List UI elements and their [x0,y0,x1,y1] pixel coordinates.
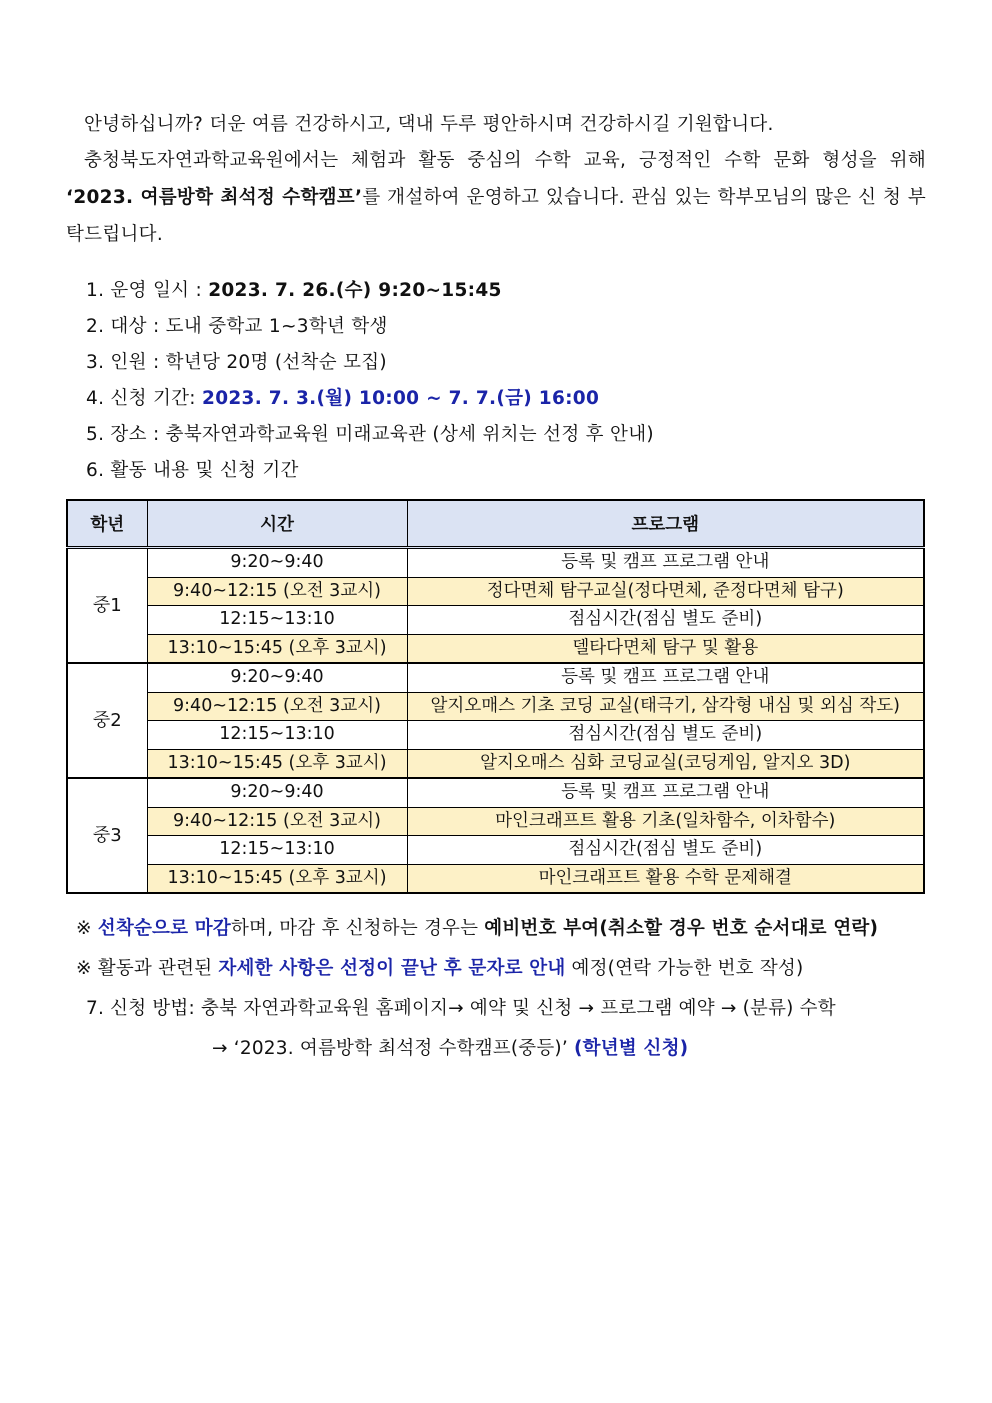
method-by-grade: (학년별 신청) [574,1038,689,1059]
program-cell: 알지오매스 기초 코딩 교실(태극기, 삼각형 내심 및 외심 작도) [407,692,924,721]
time-cell: 13:10~15:45 (오후 3교시) [147,749,407,778]
program-cell: 점심시간(점심 별도 준비) [407,836,924,865]
table-row [67,836,924,865]
program-cell: 점심시간(점심 별도 준비) [407,721,924,750]
header-time: 시간 [147,500,407,548]
table-row [67,548,924,578]
grade-cell: 중2 [67,663,147,778]
time-cell: 13:10~15:45 (오후 3교시) [147,634,407,663]
grade-cell: 중3 [67,778,147,893]
note-1-bold: 예비번호 부여(취소할 경우 번호 순서대로 연락) [484,918,879,939]
item-1-label: 1. 운영 일시 : [86,280,209,301]
item-activity [86,453,299,489]
header-grade: 학년 [67,500,147,548]
time-cell: 9:40~12:15 (오전 3교시) [147,577,407,606]
table-row [67,864,924,893]
intro-text-2: 를 개설하여 운영하고 있습니다. 관심 있는 학부모님의 많은 신 [362,187,877,208]
table-row [67,634,924,663]
apply-method [86,991,928,1027]
item-schedule-date [86,273,502,309]
grade-group-2 [67,663,924,778]
intro-paragraph [66,142,926,253]
item-4-value: 2023. 7. 3.(월) 10:00 ~ 7. 7.(금) 16:00 [202,388,600,409]
note-2-text-b: 예정(연락 가능한 번호 작성) [565,958,804,979]
item-4-label: 4. 신청 기간: [86,388,203,409]
intro-text-3: 청 부탁드립니다. [66,187,927,245]
intro-greeting [66,106,926,143]
time-cell: 12:15~13:10 [147,721,407,750]
method-line-1: 7. 신청 방법: 충북 자연과학교육원 홈페이지→ 예약 및 신청 → 프로그램 예약 → (분류) 수학 [86,998,836,1019]
table-row [67,778,924,807]
grade-group-3 [67,778,924,893]
note-first-come [76,911,878,947]
item-capacity [86,345,387,381]
table-row [67,749,924,778]
camp-name: ‘2023. 여름방학 최석정 수학캠프’ [66,187,363,208]
program-cell: 마인크래프트 활용 기초(일차함수, 이차함수) [407,807,924,836]
item-3-text: 3. 인원 : 학년당 20명 (선착순 모집) [86,352,387,373]
table-row [67,692,924,721]
program-cell: 등록 및 캠프 프로그램 안내 [407,778,924,807]
program-cell: 정다면체 탐구교실(정다면체, 준정다면체 탐구) [407,577,924,606]
table-row [67,807,924,836]
time-cell: 13:10~15:45 (오후 3교시) [147,864,407,893]
program-cell: 알지오매스 심화 코딩교실(코딩게임, 알지오 3D) [407,749,924,778]
time-cell: 9:40~12:15 (오전 3교시) [147,807,407,836]
table-row [67,663,924,692]
program-cell: 점심시간(점심 별도 준비) [407,606,924,635]
time-cell: 9:20~9:40 [147,548,407,578]
intro-text-1: 충청북도자연과학교육원에서는 체험과 활동 중심의 수학 교육, 긍정적인 수학 문화 형성을 위해 [84,150,926,171]
table-row [67,721,924,750]
header-program: 프로그램 [407,500,924,548]
note-details [76,951,803,987]
time-cell: 9:20~9:40 [147,663,407,692]
time-cell: 12:15~13:10 [147,606,407,635]
item-1-value: 2023. 7. 26.(수) 9:20~15:45 [208,280,502,301]
program-cell: 마인크래프트 활용 수학 문제해결 [407,864,924,893]
note-1-text: 하며, 마감 후 신청하는 경우는 [230,918,485,939]
program-cell: 등록 및 캠프 프로그램 안내 [407,548,924,578]
table-row [67,606,924,635]
item-6-text: 6. 활동 내용 및 신청 기간 [86,460,299,481]
item-2-text: 2. 대상 : 도내 중학교 1~3학년 학생 [86,316,388,337]
program-cell: 델타다면체 탐구 및 활용 [407,634,924,663]
program-cell: 등록 및 캠프 프로그램 안내 [407,663,924,692]
item-5-text: 5. 장소 : 충북자연과학교육원 미래교육관 (상세 위치는 선정 후 안내) [86,424,654,445]
method-line-2: → ‘2023. 여름방학 최석정 수학캠프(중등)’ [212,1038,574,1059]
time-cell: 9:40~12:15 (오전 3교시) [147,692,407,721]
note-1-mark: ※ [76,918,98,939]
table-row [67,577,924,606]
schedule-table [66,499,925,894]
table-header-row [67,500,924,548]
greeting-text: 안녕하십니까? 더운 여름 건강하시고, 댁내 두루 평안하시며 건강하시길 기원합니다. [84,114,774,135]
apply-method-path [212,1031,688,1067]
time-cell: 12:15~13:10 [147,836,407,865]
time-cell: 9:20~9:40 [147,778,407,807]
item-apply-period [86,381,599,417]
note-1-highlight: 선착순으로 마감 [97,918,231,939]
note-2-text-a: ※ 활동과 관련된 [76,958,219,979]
note-2-highlight: 자세한 사항은 선정이 끝난 후 문자로 안내 [218,958,566,979]
grade-cell: 중1 [67,548,147,664]
grade-group-1 [67,548,924,664]
item-target [86,309,388,345]
item-location [86,417,654,453]
